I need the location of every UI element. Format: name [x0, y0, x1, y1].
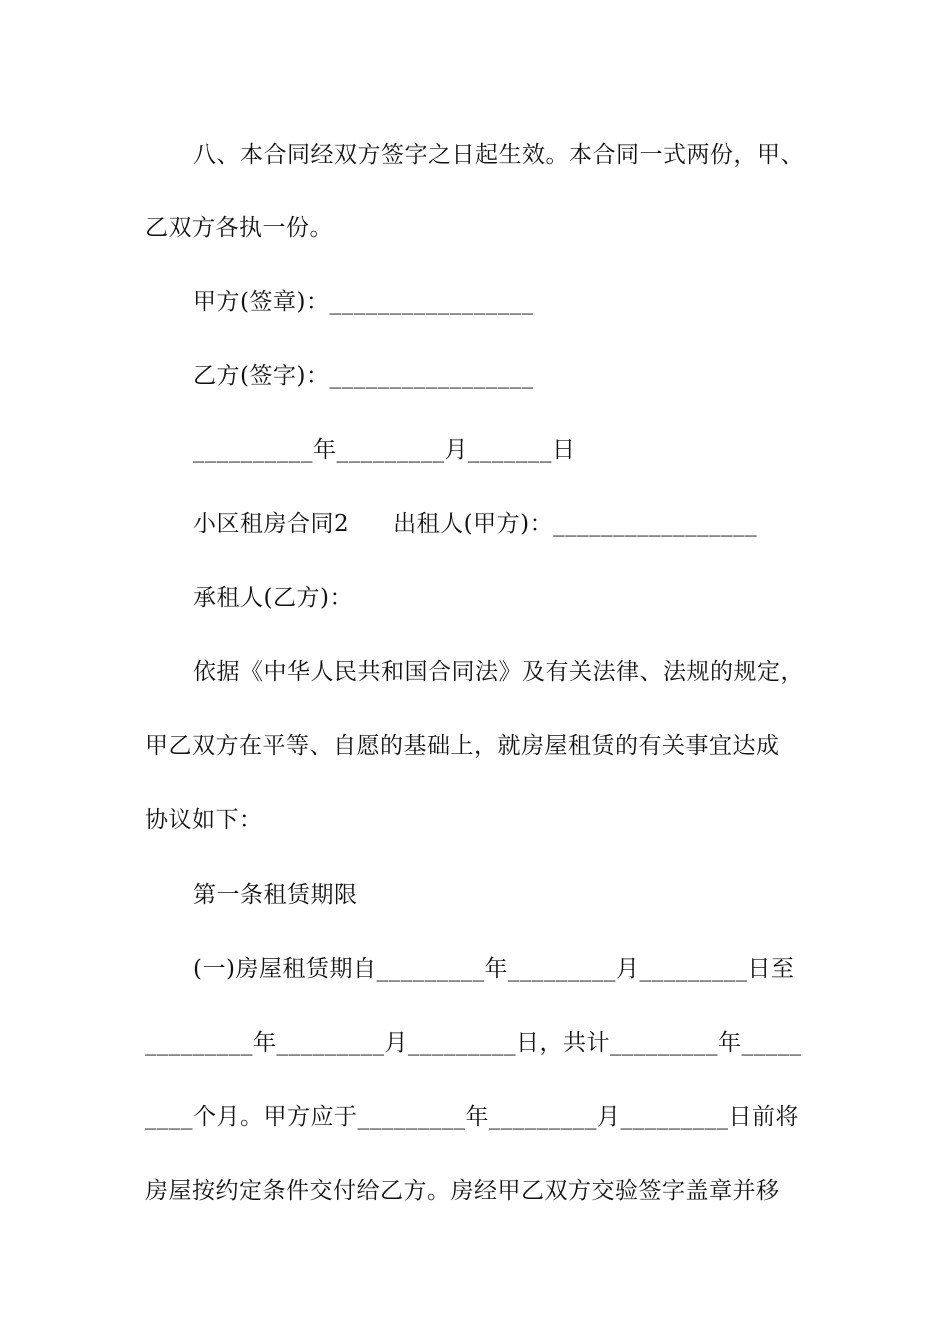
preamble-line-1: 依据《中华人民共和国合同法》及有关法律、法规的规定，: [193, 659, 804, 685]
preamble-line-2: 甲乙双方在平等、自愿的基础上，就房屋租赁的有关事宜达成: [145, 733, 780, 759]
lease-term-line-3: ____个月。甲方应于_________年_________月_________日前将: [145, 1104, 799, 1130]
lessor-line: 出租人(甲方)：_________________: [393, 511, 758, 537]
party-a-signature-line: 甲方(签章)：_________________: [193, 289, 534, 315]
lease-term-line-1: (一)房屋租赁期自_________年_________月_________日至: [193, 956, 795, 982]
contract-title: 小区租房合同2: [193, 511, 350, 537]
lease-term-line-2: _________年_________月_________日，共计_________年_____: [145, 1030, 802, 1056]
date-line: __________年_________月_______日: [193, 437, 576, 463]
lease-term-line-4: 房屋按约定条件交付给乙方。房经甲乙双方交验签字盖章并移: [145, 1178, 780, 1204]
lessee-line: 承租人(乙方)：: [193, 585, 353, 611]
preamble-line-3: 协议如下：: [145, 807, 263, 833]
contract-title-row: [193, 509, 757, 539]
party-b-signature-line: 乙方(签字)：_________________: [193, 363, 534, 389]
clause-eight-line-1: 八、本合同经双方签字之日起生效。本合同一式两份，甲、: [193, 142, 804, 168]
article-one-heading: 第一条租赁期限: [193, 882, 358, 908]
clause-eight-line-2: 乙双方各执一份。: [145, 215, 333, 241]
